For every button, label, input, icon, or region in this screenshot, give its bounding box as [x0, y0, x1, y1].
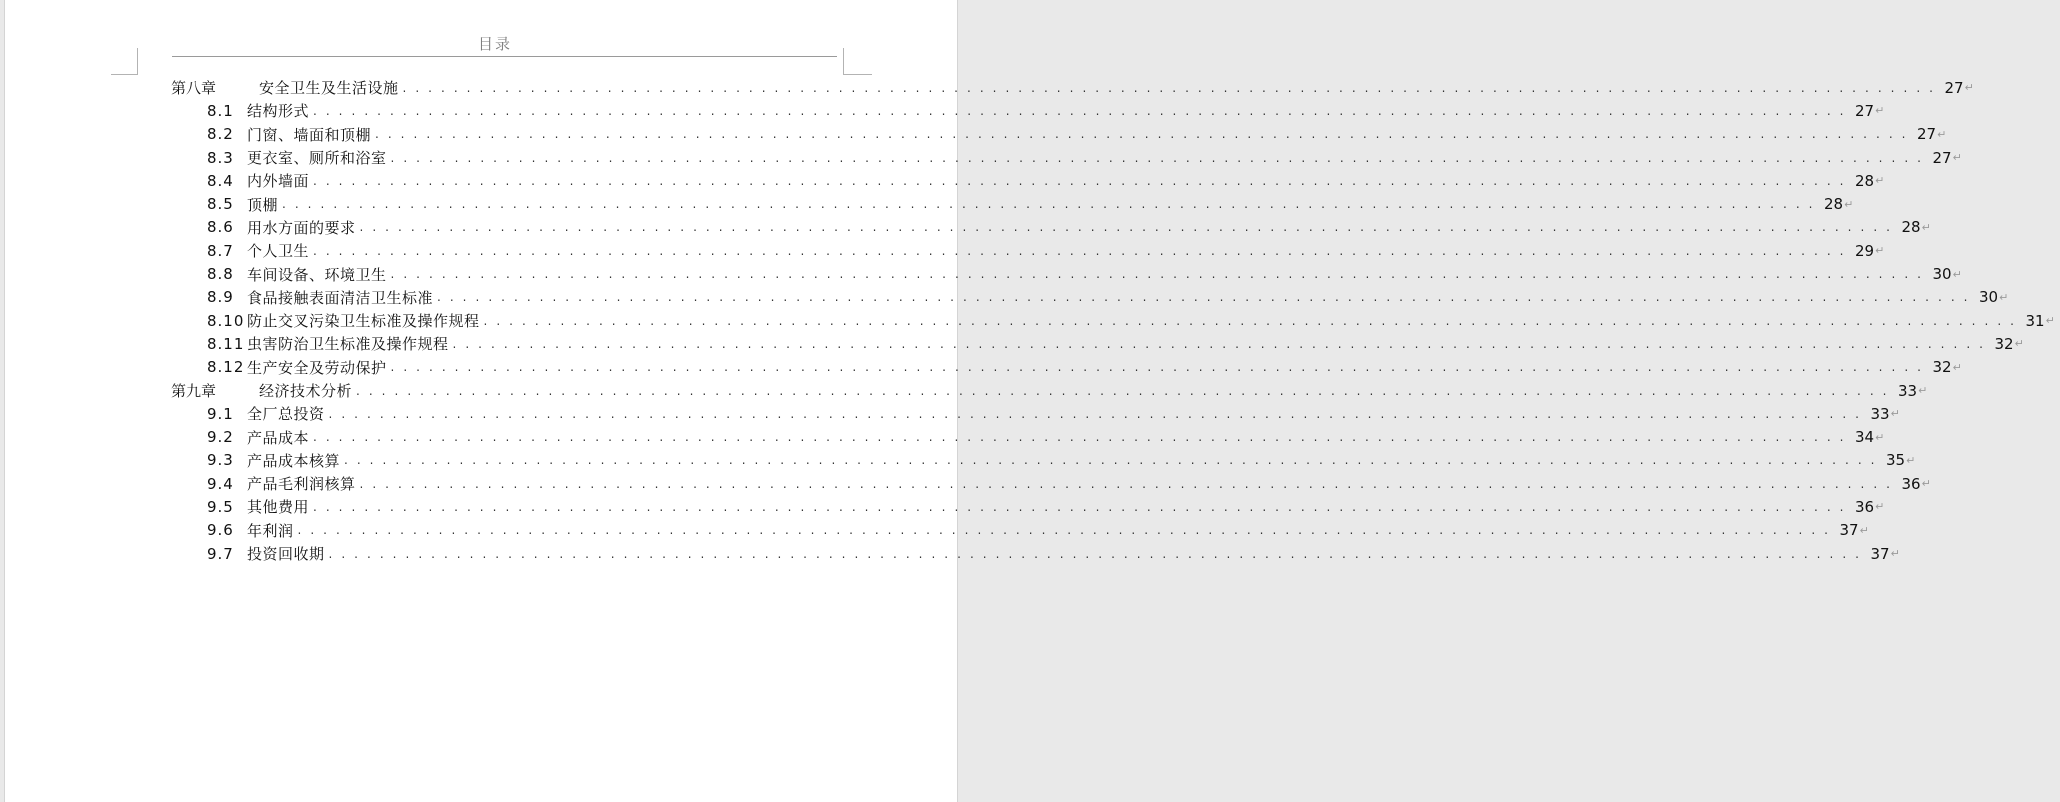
toc-entry-number: 8.12: [207, 358, 245, 377]
toc-entry-number: 8.8: [207, 265, 234, 284]
toc-entry-number: 9.2: [207, 428, 234, 447]
toc-entry-number: 第八章: [171, 79, 217, 98]
paragraph-mark-icon: ↵: [1964, 81, 1974, 95]
toc-entry-number: 8.7: [207, 241, 234, 260]
toc-entry[interactable]: [171, 216, 1931, 239]
toc-entry-number: 8.5: [207, 195, 234, 214]
toc-entry-page-number: 34: [1854, 428, 1875, 447]
paragraph-mark-icon: ↵: [1875, 244, 1885, 258]
paragraph-mark-icon: ↵: [1906, 453, 1916, 467]
crop-mark-right-vertical: [843, 48, 844, 75]
toc-dot-leader: . . . . . . . . . . . . . . . . . . . . . . . . . . . . . . . . . . . . . . . . . . . . . . . . . . . . . . . . . . . . . . . . . . . . . . . . . . . . . . . . . . . . . . . . . . . . . . . . . . . . . . . . . . . . . . . . . . . . . . . .: [313, 430, 1847, 445]
toc-entry-page-number: 27: [1854, 101, 1875, 120]
toc-entry-page-number: 31: [2025, 311, 2045, 330]
paragraph-mark-icon: ↵: [1921, 477, 1931, 491]
toc-entry[interactable]: [171, 332, 2024, 355]
toc-entry-number: 第九章: [171, 382, 217, 400]
toc-entry-number: 8.1: [207, 101, 234, 120]
paragraph-mark-icon: ↵: [1952, 360, 1962, 374]
toc-entry-page-number: 36: [1901, 474, 1921, 493]
toc-entry[interactable]: [171, 192, 1854, 215]
toc-entry-page-number: 30: [1932, 265, 1952, 284]
toc-entry[interactable]: [171, 495, 1885, 518]
toc-entry-number: 8.11: [207, 334, 245, 353]
toc-dot-leader: . . . . . . . . . . . . . . . . . . . . . . . . . . . . . . . . . . . . . . . . . . . . . . . . . . . . . . . . . . . . . . . . . . . . . . . . . . . . . . . . . . . . . . . . . . . . . . . . . . . . . . . . . . . . . . . . . . . . . . . .: [402, 80, 1936, 95]
toc-dot-leader: . . . . . . . . . . . . . . . . . . . . . . . . . . . . . . . . . . . . . . . . . . . . . . . . . . . . . . . . . . . . . . . . . . . . . . . . . . . . . . . . . . . . . . . . . . . . . . . . . . . . . . . . . . . . . . . . . . . . . . . .: [390, 360, 1924, 375]
toc-dot-leader: . . . . . . . . . . . . . . . . . . . . . . . . . . . . . . . . . . . . . . . . . . . . . . . . . . . . . . . . . . . . . . . . . . . . . . . . . . . . . . . . . . . . . . . . . . . . . . . . . . . . . . . . . . . . . . . . . . . . . . . .: [359, 476, 1893, 491]
paragraph-mark-icon: ↵: [2014, 337, 2024, 351]
toc-entry-title: 投资回收期: [247, 545, 325, 564]
toc-entry-number: 8.6: [207, 218, 234, 237]
toc-entry-page-number: 32: [1994, 334, 2014, 353]
toc-dot-leader: . . . . . . . . . . . . . . . . . . . . . . . . . . . . . . . . . . . . . . . . . . . . . . . . . . . . . . . . . . . . . . . . . . . . . . . . . . . . . . . . . . . . . . . . . . . . . . . . . . . . . . . . . . . . . . . . . . . . . . . .: [390, 150, 1924, 165]
toc-entry[interactable]: [171, 146, 1962, 169]
toc-entry-number: 8.9: [207, 288, 234, 307]
toc-dot-leader: . . . . . . . . . . . . . . . . . . . . . . . . . . . . . . . . . . . . . . . . . . . . . . . . . . . . . . . . . . . . . . . . . . . . . . . . . . . . . . . . . . . . . . . . . . . . . . . . . . . . . . . . . . . . . . . . . . . . . . . .: [452, 336, 1986, 351]
toc-dot-leader: . . . . . . . . . . . . . . . . . . . . . . . . . . . . . . . . . . . . . . . . . . . . . . . . . . . . . . . . . . . . . . . . . . . . . . . . . . . . . . . . . . . . . . . . . . . . . . . . . . . . . . . . . . . . . . . . . . . . . . . .: [359, 220, 1893, 235]
toc-dot-leader: . . . . . . . . . . . . . . . . . . . . . . . . . . . . . . . . . . . . . . . . . . . . . . . . . . . . . . . . . . . . . . . . . . . . . . . . . . . . . . . . . . . . . . . . . . . . . . . . . . . . . . . . . . . . . . . . . . . . . . . .: [328, 546, 1862, 561]
crop-mark-left-horizontal: [111, 74, 138, 75]
toc-entry-title: 防止交叉污染卫生标准及操作规程: [247, 312, 480, 331]
toc-entry-number: 8.10: [207, 311, 245, 330]
toc-entry-page-number: 28: [1823, 195, 1844, 214]
toc-entry-page-number: 33: [1897, 381, 1918, 400]
toc-entry-number: 9.6: [207, 521, 234, 540]
toc-entry-title: 年利润: [247, 521, 294, 540]
crop-mark-right-horizontal: [843, 74, 872, 75]
toc-dot-leader: . . . . . . . . . . . . . . . . . . . . . . . . . . . . . . . . . . . . . . . . . . . . . . . . . . . . . . . . . . . . . . . . . . . . . . . . . . . . . . . . . . . . . . . . . . . . . . . . . . . . . . . . . . . . . . . . . . . . . . . .: [313, 103, 1847, 118]
toc-dot-leader: . . . . . . . . . . . . . . . . . . . . . . . . . . . . . . . . . . . . . . . . . . . . . . . . . . . . . . . . . . . . . . . . . . . . . . . . . . . . . . . . . . . . . . . . . . . . . . . . . . . . . . . . . . . . . . . . . . . . . . . .: [313, 499, 1847, 514]
toc-entry[interactable]: [171, 169, 1885, 192]
toc-entry-title: 车间设备、环境卫生: [247, 265, 387, 284]
toc-entry[interactable]: [171, 76, 1974, 99]
toc-dot-leader: . . . . . . . . . . . . . . . . . . . . . . . . . . . . . . . . . . . . . . . . . . . . . . . . . . . . . . . . . . . . . . . . . . . . . . . . . . . . . . . . . . . . . . . . . . . . . . . . . . . . . . . . . . . . . . . . . . . . . . . .: [437, 290, 1971, 305]
toc-entry-title: 虫害防治卫生标准及操作规程: [247, 335, 449, 354]
toc-entry-title: 产品成本: [247, 428, 310, 447]
toc-entry-page-number: 37: [1839, 521, 1859, 540]
toc-entry-title: 全厂总投资: [247, 405, 325, 424]
toc-entry-title: 生产安全及劳动保护: [247, 358, 387, 377]
toc-dot-leader: . . . . . . . . . . . . . . . . . . . . . . . . . . . . . . . . . . . . . . . . . . . . . . . . . . . . . . . . . . . . . . . . . . . . . . . . . . . . . . . . . . . . . . . . . . . . . . . . . . . . . . . . . . . . . . . . . . . . . . . .: [344, 453, 1878, 468]
toc-entry[interactable]: [171, 262, 1962, 285]
header-divider: [172, 56, 837, 57]
toc-entry[interactable]: [171, 402, 1900, 425]
paragraph-mark-icon: ↵: [1918, 384, 1928, 397]
toc-entry-title: 结构形式: [247, 102, 310, 121]
toc-entry[interactable]: [171, 123, 1947, 146]
document-page: [4, 0, 2055, 802]
toc-entry[interactable]: [171, 542, 1900, 565]
paragraph-mark-icon: ↵: [1937, 127, 1947, 141]
toc-entry[interactable]: [171, 449, 1916, 472]
paragraph-mark-icon: ↵: [1890, 407, 1900, 421]
paragraph-mark-icon: ↵: [1875, 104, 1885, 118]
toc-entry[interactable]: [171, 309, 2055, 332]
toc-entry[interactable]: [171, 99, 1885, 122]
toc-entry-page-number: 28: [1901, 218, 1921, 237]
toc-entry-title: 安全卫生及生活设施: [259, 79, 399, 98]
toc-entry-number: 9.4: [207, 474, 234, 493]
toc-entry-page-number: 30: [1978, 288, 1999, 307]
toc-entry[interactable]: [171, 425, 1885, 448]
toc-entry[interactable]: [171, 286, 2009, 309]
header-title: 目录: [478, 35, 513, 53]
toc-entry-page-number: 29: [1854, 241, 1875, 260]
paragraph-mark-icon: ↵: [1875, 174, 1885, 188]
toc-entry-title: 内外墙面: [247, 172, 310, 191]
toc-entry-title: 门窗、墙面和顶棚: [247, 125, 372, 144]
toc-entry-page-number: 32: [1932, 358, 1952, 377]
toc-entry-number: 9.5: [207, 497, 234, 516]
toc-dot-leader: . . . . . . . . . . . . . . . . . . . . . . . . . . . . . . . . . . . . . . . . . . . . . . . . . . . . . . . . . . . . . . . . . . . . . . . . . . . . . . . . . . . . . . . . . . . . . . . . . . . . . . . . . . . . . . . . . . . . . . . .: [375, 127, 1909, 142]
toc-entry-title: 顶棚: [247, 195, 279, 214]
toc-dot-leader: . . . . . . . . . . . . . . . . . . . . . . . . . . . . . . . . . . . . . . . . . . . . . . . . . . . . . . . . . . . . . . . . . . . . . . . . . . . . . . . . . . . . . . . . . . . . . . . . . . . . . . . . . . . . . . . . . . . . . . . .: [328, 406, 1862, 421]
toc-dot-leader: . . . . . . . . . . . . . . . . . . . . . . . . . . . . . . . . . . . . . . . . . . . . . . . . . . . . . . . . . . . . . . . . . . . . . . . . . . . . . . . . . . . . . . . . . . . . . . . . . . . . . . . . . . . . . . . . . . . . . . . .: [313, 243, 1847, 258]
toc-entry-number: 8.4: [207, 171, 234, 190]
toc-entry-title: 用水方面的要求: [247, 218, 356, 237]
toc-entry[interactable]: [171, 519, 1869, 542]
paragraph-mark-icon: ↵: [2045, 314, 2055, 328]
paragraph-mark-icon: ↵: [1952, 267, 1962, 281]
toc-entry-number: 9.1: [207, 404, 234, 423]
toc-dot-leader: . . . . . . . . . . . . . . . . . . . . . . . . . . . . . . . . . . . . . . . . . . . . . . . . . . . . . . . . . . . . . . . . . . . . . . . . . . . . . . . . . . . . . . . . . . . . . . . . . . . . . . . . . . . . . . . . . . . . . . . .: [356, 383, 1890, 398]
toc-entry-number: 8.3: [207, 148, 234, 167]
toc-entry-title: 产品成本核算: [247, 451, 341, 470]
paragraph-mark-icon: ↵: [1859, 523, 1869, 537]
toc-entry-page-number: 28: [1854, 171, 1875, 190]
paragraph-mark-icon: ↵: [1921, 220, 1931, 234]
toc-entry-page-number: 35: [1885, 451, 1906, 470]
toc-dot-leader: . . . . . . . . . . . . . . . . . . . . . . . . . . . . . . . . . . . . . . . . . . . . . . . . . . . . . . . . . . . . . . . . . . . . . . . . . . . . . . . . . . . . . . . . . . . . . . . . . . . . . . . . . . . . . . . . . . . . . . . .: [297, 523, 1831, 538]
toc-dot-leader: . . . . . . . . . . . . . . . . . . . . . . . . . . . . . . . . . . . . . . . . . . . . . . . . . . . . . . . . . . . . . . . . . . . . . . . . . . . . . . . . . . . . . . . . . . . . . . . . . . . . . . . . . . . . . . . . . . . . . . . .: [313, 173, 1847, 188]
toc-entry-title: 食品接触表面清洁卫生标准: [247, 288, 434, 307]
table-of-contents: [171, 76, 2055, 565]
paragraph-mark-icon: ↵: [1952, 151, 1962, 165]
toc-entry-page-number: 27: [1944, 78, 1964, 97]
toc-dot-leader: . . . . . . . . . . . . . . . . . . . . . . . . . . . . . . . . . . . . . . . . . . . . . . . . . . . . . . . . . . . . . . . . . . . . . . . . . . . . . . . . . . . . . . . . . . . . . . . . . . . . . . . . . . . . . . . . . . . . . . . .: [483, 313, 2017, 328]
toc-entry-number: 9.3: [207, 451, 234, 470]
toc-entry-number: 8.2: [207, 125, 234, 144]
toc-entry[interactable]: [171, 356, 1962, 379]
toc-entry[interactable]: [171, 379, 1928, 402]
toc-entry-page-number: 33: [1870, 404, 1890, 423]
toc-entry-number: 9.7: [207, 544, 234, 563]
toc-entry-page-number: 27: [1932, 148, 1952, 167]
toc-entry-title: 产品毛利润核算: [247, 475, 356, 494]
toc-entry[interactable]: [171, 239, 1885, 262]
paragraph-mark-icon: ↵: [1999, 290, 2009, 304]
crop-mark-left-vertical: [137, 48, 138, 75]
toc-entry-title: 其他费用: [247, 498, 310, 517]
toc-entry-page-number: 27: [1916, 125, 1937, 144]
toc-entry-title: 个人卫生: [247, 242, 310, 261]
paragraph-mark-icon: ↵: [1890, 547, 1900, 561]
toc-entry[interactable]: [171, 472, 1931, 495]
paragraph-mark-icon: ↵: [1875, 430, 1885, 444]
toc-dot-leader: . . . . . . . . . . . . . . . . . . . . . . . . . . . . . . . . . . . . . . . . . . . . . . . . . . . . . . . . . . . . . . . . . . . . . . . . . . . . . . . . . . . . . . . . . . . . . . . . . . . . . . . . . . . . . . . . . . . . . . . .: [390, 267, 1924, 282]
toc-entry-title: 经济技术分析: [259, 382, 353, 400]
paragraph-mark-icon: ↵: [1875, 500, 1885, 514]
toc-entry-title: 更衣室、厕所和浴室: [247, 149, 387, 168]
toc-entry-page-number: 36: [1854, 497, 1875, 516]
toc-entry-page-number: 37: [1870, 544, 1890, 563]
toc-dot-leader: . . . . . . . . . . . . . . . . . . . . . . . . . . . . . . . . . . . . . . . . . . . . . . . . . . . . . . . . . . . . . . . . . . . . . . . . . . . . . . . . . . . . . . . . . . . . . . . . . . . . . . . . . . . . . . . . . . . . . . . .: [282, 197, 1816, 212]
paragraph-mark-icon: ↵: [1844, 197, 1854, 211]
